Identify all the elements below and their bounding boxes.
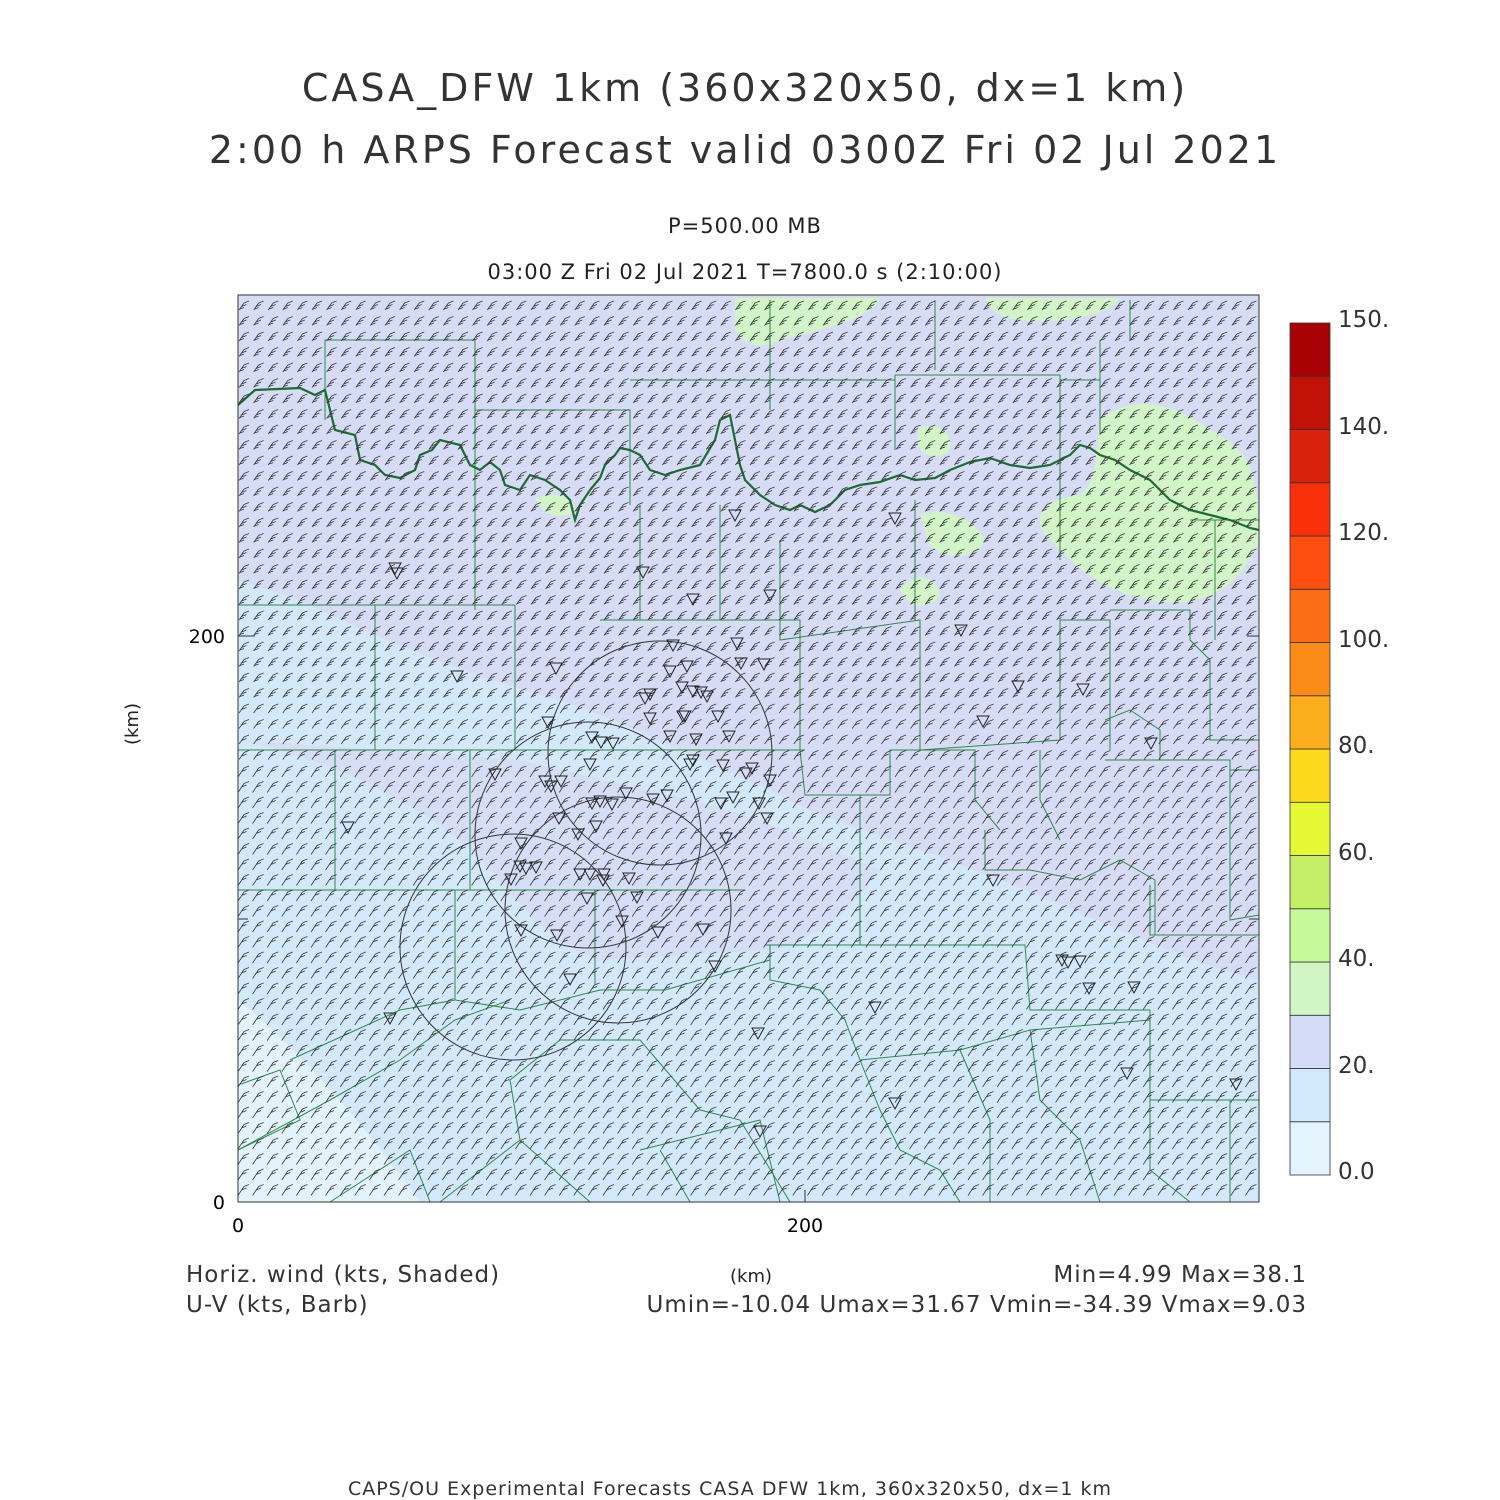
colorbar-swatch bbox=[1290, 696, 1330, 749]
x-tick-0: 0 bbox=[231, 1215, 245, 1237]
colorbar-label: 150. bbox=[1338, 307, 1390, 333]
y-axis-label: (km) bbox=[122, 702, 143, 745]
uv-stats: Umin=-10.04 Umax=31.67 Vmin=-34.39 Vmax=9.03 bbox=[646, 1292, 1307, 1318]
colorbar-swatch bbox=[1290, 909, 1330, 962]
colorbar-label: 140. bbox=[1338, 413, 1390, 440]
colorbar-label: 60. bbox=[1338, 839, 1375, 866]
y-tick-200: 200 bbox=[188, 626, 225, 648]
footer-credit: CAPS/OU Experimental Forecasts CASA DFW 1km, 360x320x50, dx=1 km bbox=[347, 1478, 1113, 1500]
colorbar-label: 100. bbox=[1338, 626, 1390, 653]
colorbar-swatch bbox=[1290, 802, 1330, 855]
x-tick-200: 200 bbox=[786, 1215, 824, 1237]
colorbar bbox=[1290, 323, 1330, 1175]
colorbar-swatch bbox=[1290, 1015, 1330, 1068]
pressure-level: P=500.00 MB bbox=[668, 214, 822, 238]
colorbar-swatch bbox=[1290, 856, 1330, 909]
colorbar-label: 120. bbox=[1338, 520, 1390, 546]
valid-time: 03:00 Z Fri 02 Jul 2021 T=7800.0 s (2:10:00) bbox=[487, 260, 1003, 284]
colorbar-label: 20. bbox=[1338, 1052, 1375, 1079]
colorbar-swatch bbox=[1290, 1069, 1330, 1122]
colorbar-swatch bbox=[1290, 962, 1330, 1015]
colorbar-label: 0.0 bbox=[1338, 1159, 1375, 1185]
shaded-variable-label: Horiz. wind (kts, Shaded) bbox=[186, 1262, 501, 1288]
colorbar-label: 80. bbox=[1338, 733, 1375, 759]
colorbar-swatch bbox=[1290, 430, 1330, 483]
colorbar-swatch bbox=[1290, 376, 1330, 429]
barb-variable-label: U-V (kts, Barb) bbox=[186, 1292, 369, 1318]
colorbar-swatch bbox=[1290, 536, 1330, 589]
chart-subtitle: 2:00 h ARPS Forecast valid 0300Z Fri 02 Jul 2021 bbox=[208, 128, 1282, 172]
colorbar-swatch bbox=[1290, 483, 1330, 536]
colorbar-swatch bbox=[1290, 589, 1330, 642]
chart-title: CASA_DFW 1km (360x320x50, dx=1 km) bbox=[301, 66, 1189, 110]
y-tick-0: 0 bbox=[212, 1192, 225, 1214]
colorbar-swatch bbox=[1290, 323, 1330, 376]
colorbar-swatch bbox=[1290, 749, 1330, 802]
wind-speed-field bbox=[238, 295, 1259, 1202]
colorbar-swatch bbox=[1290, 643, 1330, 696]
x-axis-label: (km) bbox=[730, 1266, 773, 1287]
colorbar-label: 40. bbox=[1338, 946, 1375, 972]
colorbar-swatch bbox=[1290, 1122, 1330, 1175]
min-max-stats: Min=4.99 Max=38.1 bbox=[1053, 1262, 1307, 1288]
